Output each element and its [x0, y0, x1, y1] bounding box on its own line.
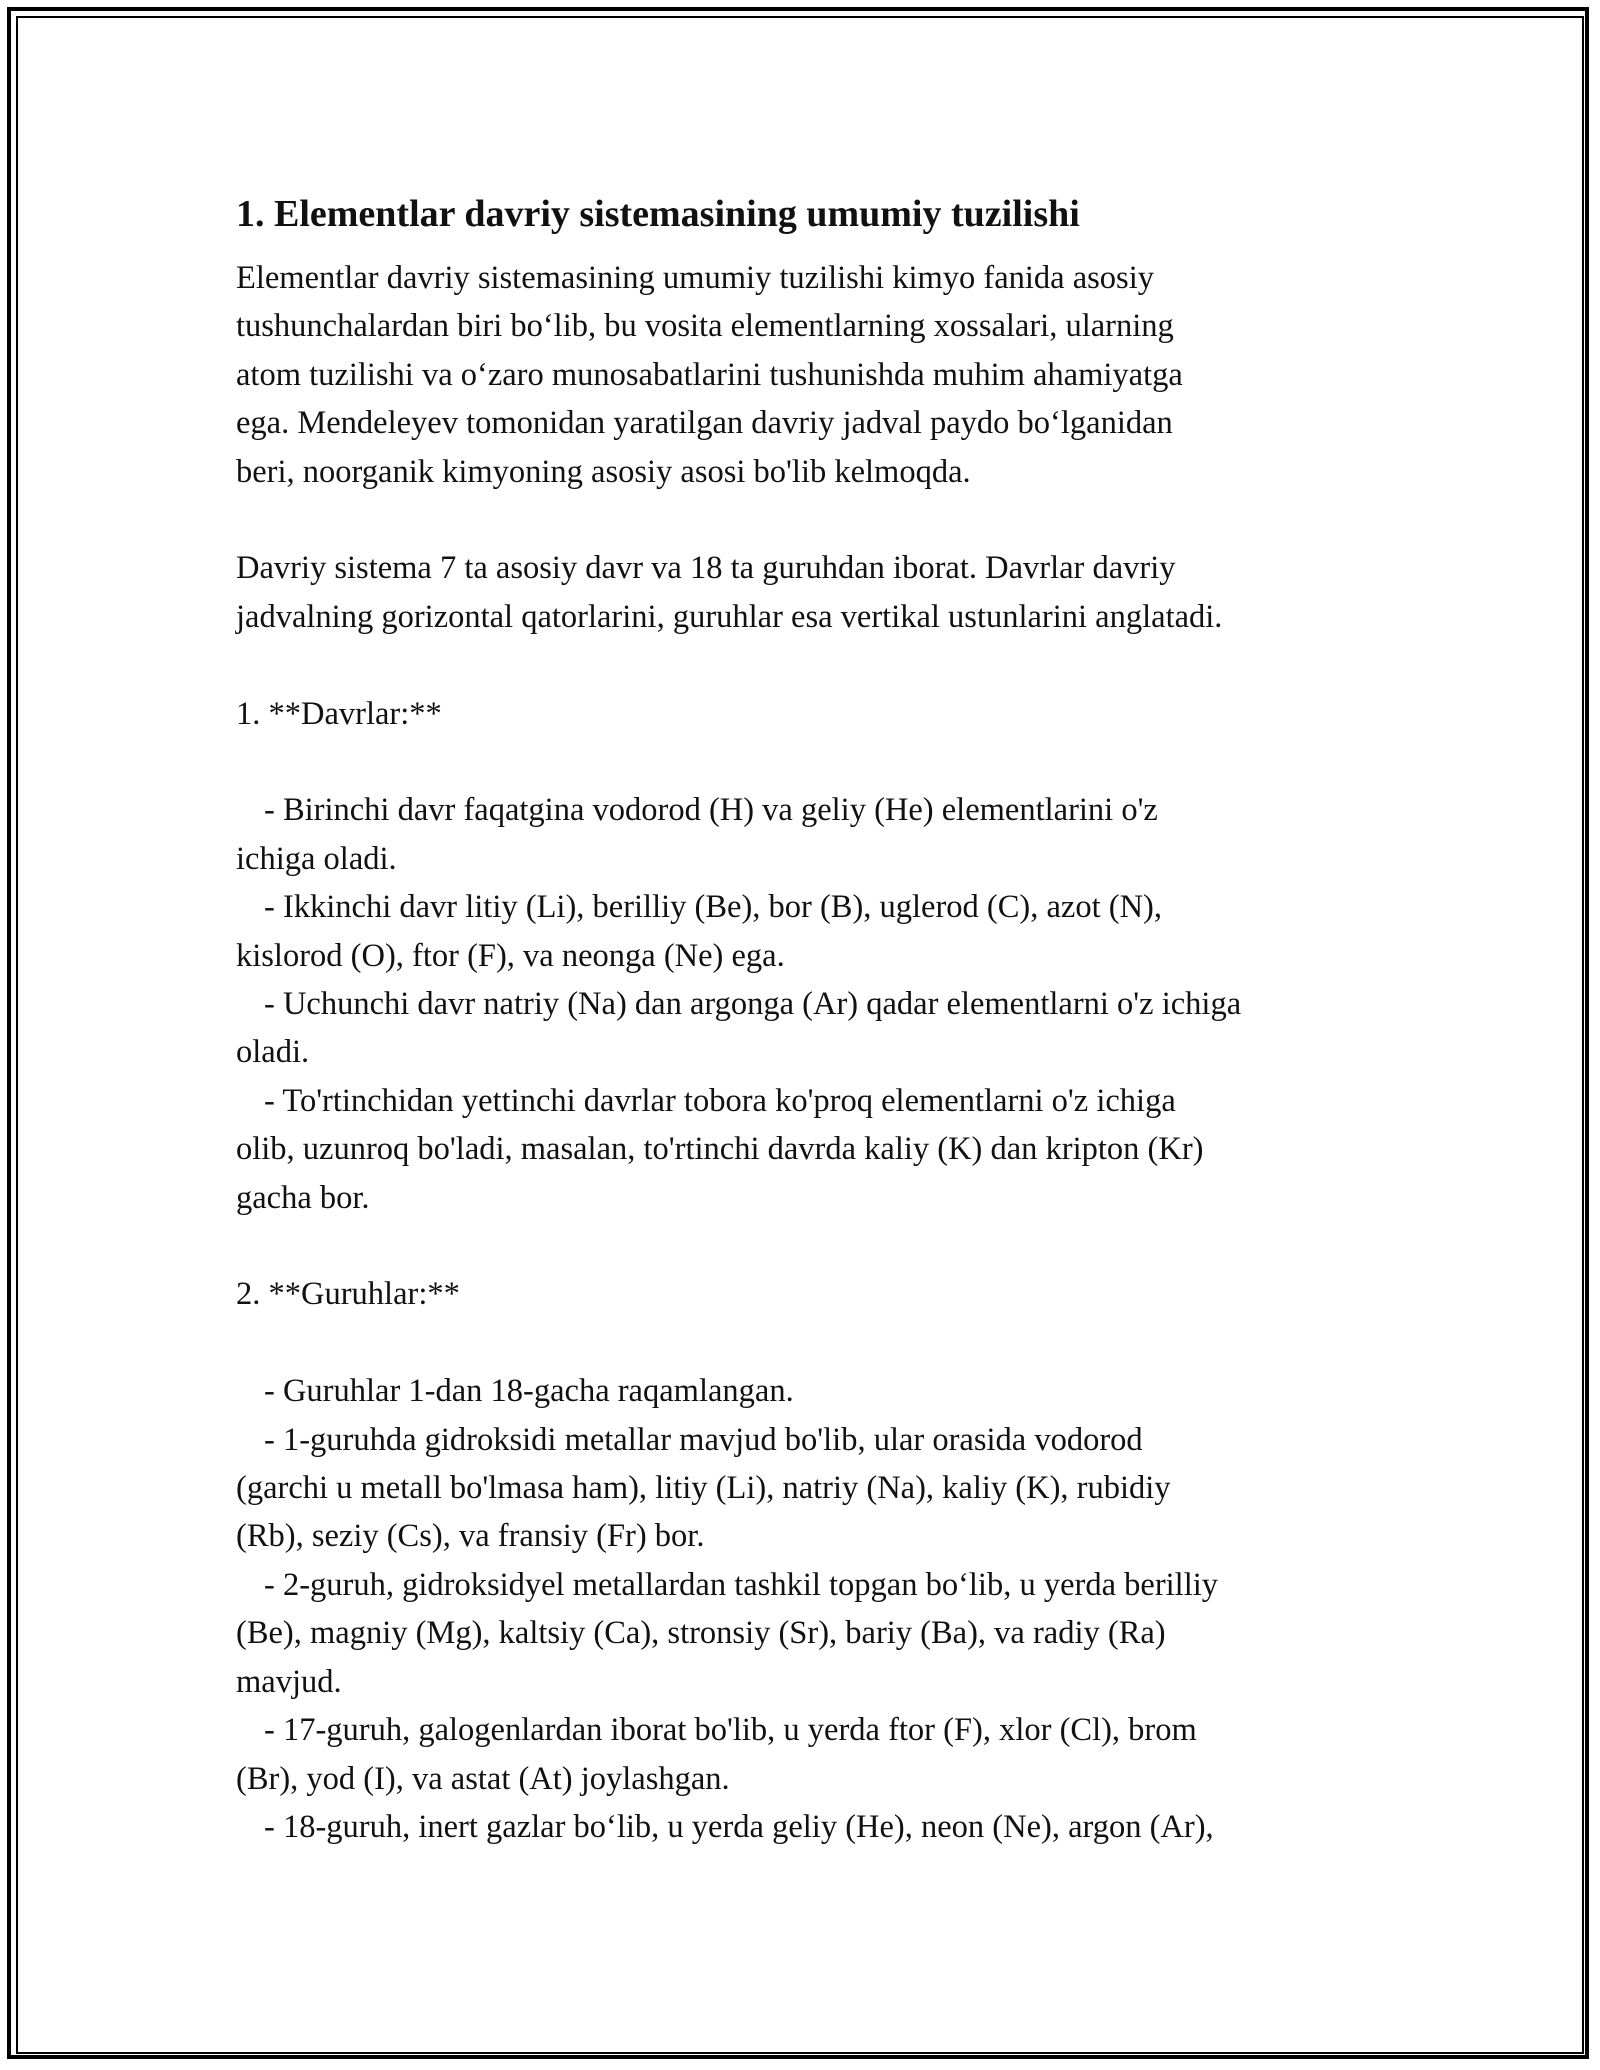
section-title: 1. Elementlar davriy sistemasining umumiy tuzilishi — [236, 193, 1080, 235]
list-item — [236, 1367, 1376, 1415]
davrlar-list — [236, 786, 1376, 1222]
davrlar-heading: 1. **Davrlar:** — [236, 695, 442, 732]
text-line: - 2-guruh, gidroksidyel metallardan tashkil topgan bo‘lib, u yerda berilliy — [264, 1566, 1219, 1603]
text-line: Davriy sistema 7 ta asosiy davr va 18 ta guruhdan iborat. Davrlar davriy — [236, 550, 1176, 587]
text-line: - To'rtinchidan yettinchi davrlar tobora ko'proq elementlarni o'z ichiga — [264, 1082, 1176, 1119]
text-line: - Birinchi davr faqatgina vodorod (H) va geliy (He) elementlarini o'z — [264, 792, 1158, 829]
guruhlar-list — [236, 1367, 1376, 1851]
text-line: - 1-guruhda gidroksidi metallar mavjud bo'lib, ular orasida vodorod — [264, 1421, 1143, 1458]
paragraph-gap — [236, 641, 1376, 689]
text-line: (garchi u metall bo'lmasa ham), litiy (Li), natriy (Na), kaliy (K), rubidiy — [236, 1470, 1171, 1507]
list-item — [236, 1077, 1376, 1222]
text-line: kislorod (O), ftor (F), va neonga (Ne) ega. — [236, 937, 785, 974]
text-line: tushunchalardan biri bo‘lib, bu vosita elementlarning xossalari, ularning — [236, 308, 1174, 345]
text-line: - Guruhlar 1-dan 18-gacha raqamlangan. — [264, 1373, 794, 1410]
text-line: - Ikkinchi davr litiy (Li), berilliy (Be), bor (B), uglerod (C), azot (N), — [264, 889, 1163, 926]
text-line: beri, noorganik kimyoning asosiy asosi bo'lib kelmoqda. — [236, 453, 971, 490]
list-item — [236, 1561, 1376, 1706]
text-line: Elementlar davriy sistemasining umumiy tuzilishi kimyo fanida asosiy — [236, 260, 1154, 296]
paragraph-gap — [236, 738, 1376, 786]
text-line: (Rb), seziy (Cs), va fransiy (Fr) bor. — [236, 1518, 705, 1555]
text-line: oladi. — [236, 1034, 310, 1071]
text-line: ega. Mendeleyev tomonidan yaratilgan davriy jadval paydo bo‘lganidan — [236, 405, 1173, 442]
text-line: jadvalning gorizontal qatorlarini, guruhlar esa vertikal ustunlarini anglatadi. — [236, 598, 1223, 635]
list-item — [236, 1416, 1376, 1561]
text-line: - 18-guruh, inert gazlar bo‘lib, u yerda geliy (He), neon (Ne), argon (Ar), — [264, 1808, 1214, 1845]
text-line: atom tuzilishi va o‘zaro munosabatlarini tushunishda muhim ahamiyatga — [236, 356, 1183, 393]
text-line: (Be), magniy (Mg), kaltsiy (Ca), stronsiy (Sr), bariy (Ba), va radiy (Ra) — [236, 1615, 1166, 1652]
document-body — [236, 182, 1376, 1851]
text-line: gacha bor. — [236, 1179, 370, 1216]
guruhlar-heading: 2. **Guruhlar:** — [236, 1276, 460, 1313]
list-item — [236, 1803, 1376, 1851]
list-item — [236, 980, 1376, 1077]
text-line: (Br), yod (I), va astat (At) joylashgan. — [236, 1760, 730, 1797]
list-item — [236, 1706, 1376, 1803]
list-item — [236, 883, 1376, 980]
paragraph-gap — [236, 1319, 1376, 1367]
text-line: - Uchunchi davr natriy (Na) dan argonga (Ar) qadar elementlarni o'z ichiga — [264, 986, 1242, 1023]
paragraph-gap — [236, 496, 1376, 544]
list-item — [236, 786, 1376, 883]
text-line: - 17-guruh, galogenlardan iborat bo'lib, u yerda ftor (F), xlor (Cl), brom — [264, 1712, 1197, 1749]
overview-paragraph — [236, 544, 1376, 641]
paragraph-gap — [236, 1222, 1376, 1270]
text-line: olib, uzunroq bo'ladi, masalan, to'rtinchi davrda kaliy (K) dan kripton (Kr) — [236, 1131, 1204, 1168]
intro-paragraph — [236, 254, 1376, 496]
text-line: ichiga oladi. — [236, 840, 397, 877]
text-line: mavjud. — [236, 1663, 342, 1700]
